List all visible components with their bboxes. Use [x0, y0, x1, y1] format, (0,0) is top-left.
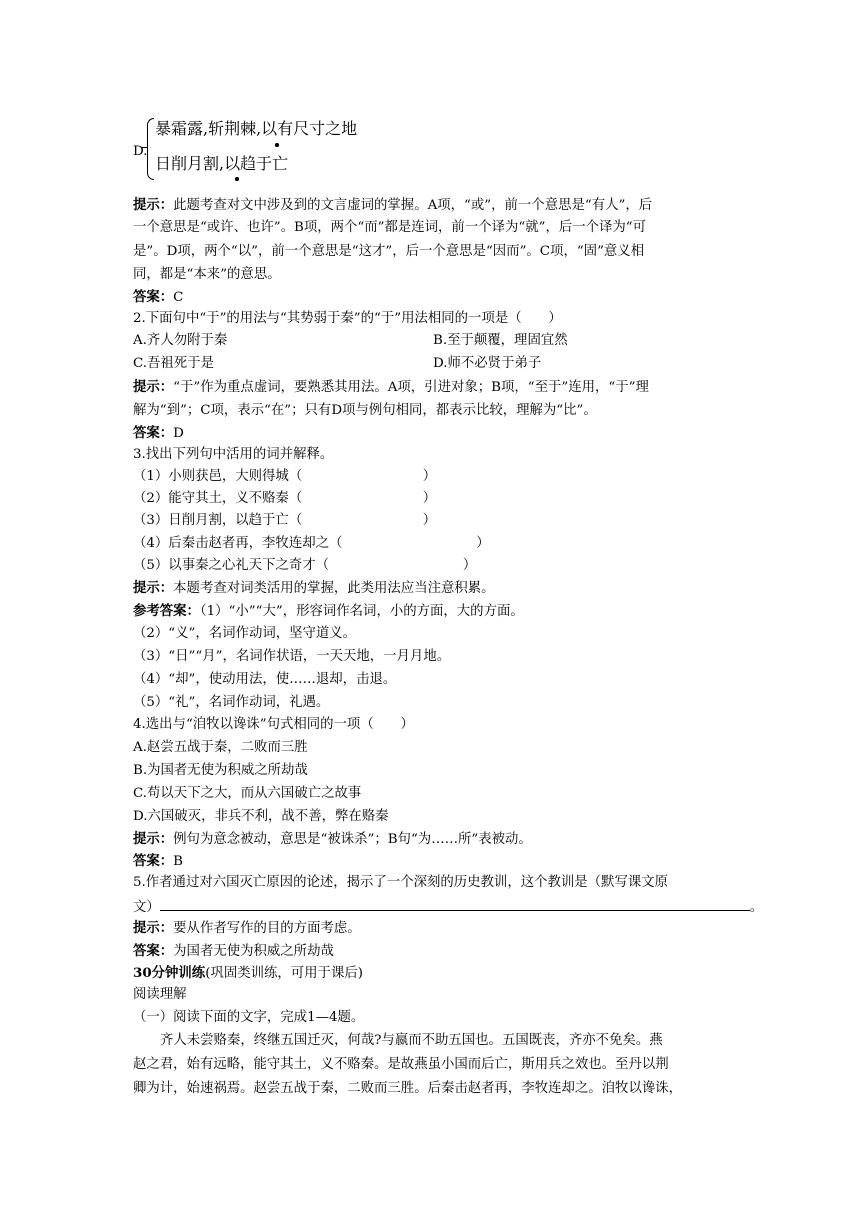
q3-item-4: （4）后秦击赵者再，李牧连却之（ ）: [133, 536, 490, 551]
q2-hint-line2: 解为“到”；C项，表示“在”；只有D项与例句相同，都表示比较，理解为“比”。: [133, 403, 597, 418]
brace-shape: [147, 118, 154, 180]
q2-option-d: D.师不必贤于弟子: [433, 356, 542, 371]
q1-hint-line3: 是”。D项，两个“以”，前一个意思是“这才”，后一个意思是“因而”。C项，“固”意义相: [133, 244, 645, 259]
q3-item-1: （1）小则获邑，大则得城（ ）: [133, 469, 437, 484]
passage-line2: 赵之君，始有远略，能守其土，义不赂秦。是故燕虽小国而后亡，斯用兵之效也。至丹以荆: [133, 1057, 669, 1072]
q3-ref-line4: （4）“却”，使动用法，使……退却，击退。: [133, 672, 397, 687]
option-d-label: D.: [133, 144, 148, 159]
q2-answer: 答案：D: [133, 425, 184, 441]
q4-option-a: A.赵尝五战于秦，二败而三胜: [133, 740, 308, 755]
q3-item-3: （3）日削月割，以趋于亡（ ）: [133, 513, 437, 528]
q5-hint: 提示：要从作者写作的目的方面考虑。: [133, 920, 361, 936]
q3-ref-line3: （3）“日”“月”，名词作状语，一天天地，一月月地。: [133, 649, 451, 664]
section-subtitle: 阅读理解: [133, 987, 187, 1002]
emphasis-dot: [275, 143, 279, 147]
q3-hint: 提示：本题考查对词类活用的掌握，此类用法应当注意积累。: [133, 580, 495, 596]
q4-answer: 答案：B: [133, 853, 184, 869]
q4-option-d: D.六国破灭，非兵不利，战不善，弊在赂秦: [133, 809, 389, 824]
reading-intro: （一）阅读下面的文字，完成1—4题。: [133, 1010, 365, 1025]
q4-hint: 提示：例句为意念被动，意思是“被诛杀”；B句“为……所”表被动。: [133, 831, 532, 847]
q3-ref-line5: （5）“礼”，名词作动词，礼遇。: [133, 695, 330, 710]
passage-line3: 卿为计，始速祸焉。赵尝五战于秦，二败而三胜。后秦击赵者再，李牧连却之。洎牧以谗诛，: [133, 1081, 683, 1096]
q3-stem: 3.找出下列句中活用的词并解释。: [133, 447, 334, 462]
emphasis-dot: [235, 177, 239, 181]
q4-option-c: C.苟以天下之大，而从六国破亡之故事: [133, 786, 362, 801]
q3-ref-line1: 参考答案：（1）“小”“大”，形容词作名词，小的方面，大的方面。: [133, 603, 524, 619]
option-d-line1: 暴霜露,斩荆棘,以有尺寸之地: [155, 119, 358, 138]
q2-option-a: A.齐人勿附于秦: [133, 333, 228, 348]
q2-options-row1: [133, 331, 227, 351]
q2-hint-line1: 提示：“于”作为重点虚词，要熟悉其用法。A项，引进对象；B项，“至于”连用，“于”理: [133, 379, 649, 395]
q2-option-b: B.至于颠覆，理固宜然: [433, 333, 568, 348]
q2-option-c: C.吾祖死于是: [133, 356, 214, 371]
passage-line1: 齐人未尝赂秦，终继五国迁灭，何哉?与嬴而不助五国也。五国既丧，齐亦不免矣。燕: [160, 1033, 663, 1048]
q5-answer: 答案：为国者无使为积威之所劫哉: [133, 943, 334, 959]
brace-tip: [142, 147, 148, 148]
option-d-line2: 日削月割,以趋于亡: [155, 154, 289, 173]
q1-hint-line4: 同，都是“本来”的意思。: [133, 267, 281, 282]
q1-answer: 答案：C: [133, 289, 184, 305]
q1-hint-line1: 提示：此题考查对文中涉及到的文言虚词的掌握。A项，“或”，前一个意思是“有人”，后: [133, 197, 653, 213]
q5-stem-line1: 5.作者通过对六国灭亡原因的论述，揭示了一个深刻的历史教训，这个教训是（默写课文原: [133, 875, 669, 890]
q3-item-5: （5）以事秦之心礼天下之奇才（ ）: [133, 558, 477, 573]
q1-hint-line2: 一个意思是“或许、也许”。B项，两个“而”都是连词，前一个译为“就”，后一个译为“可: [133, 220, 647, 235]
q4-stem: 4.选出与“洎牧以谗诛”句式相同的一项（ ）: [133, 717, 414, 732]
q4-option-b: B.为国者无使为积威之所劫哉: [133, 763, 308, 778]
q3-item-2: （2）能守其土，义不赂秦（ ）: [133, 491, 437, 506]
q5-stem-line2: 文） 。: [133, 896, 763, 918]
q2-stem: 2.下面句中“于”的用法与“其势弱于秦”的“于”用法相同的一项是（ ）: [133, 311, 562, 326]
option-d-block: [133, 114, 533, 186]
answer-blank[interactable]: [160, 896, 750, 911]
section-title: 30分钟训练(巩固类训练，可用于课后): [133, 965, 363, 981]
q3-ref-line2: （2）“义”，名词作动词，坚守道义。: [133, 626, 357, 641]
